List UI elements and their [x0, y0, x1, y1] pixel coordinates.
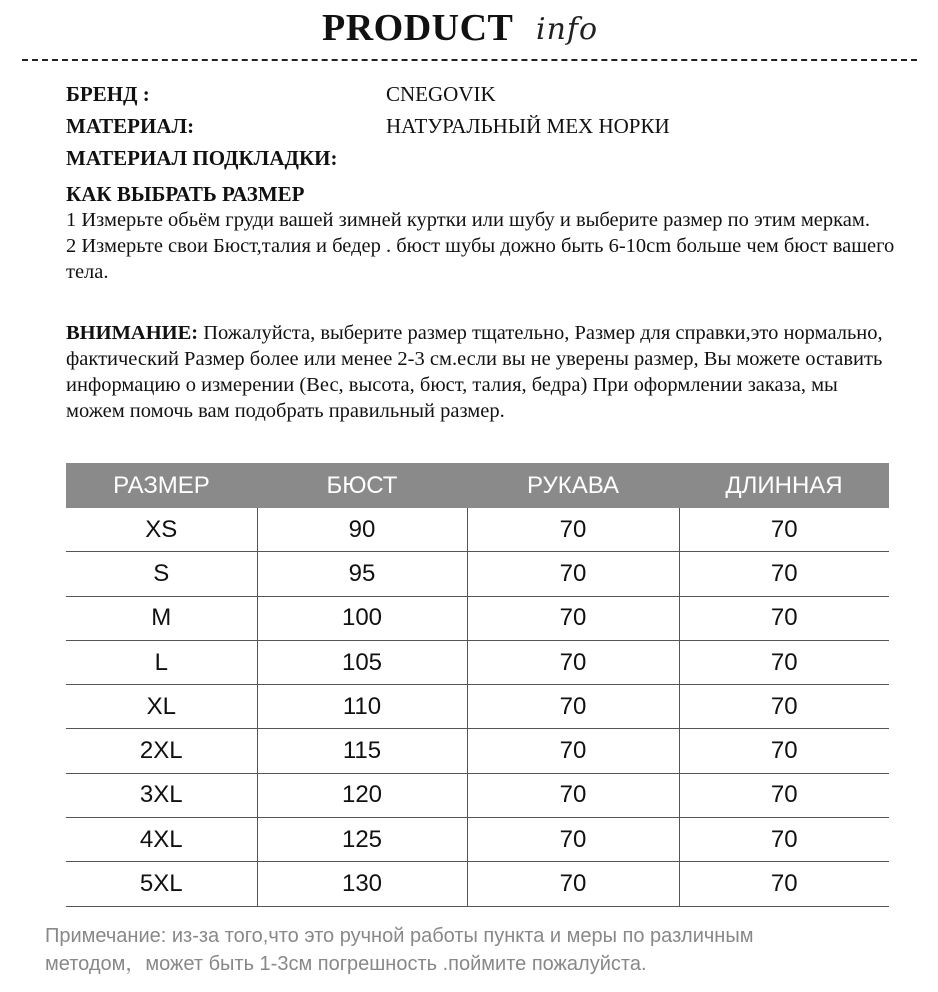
cell-sleeve: 70	[467, 508, 679, 552]
footnote-line-2: методом，может быть 1-3см погрешность .поймите пожалуйста.	[45, 953, 647, 975]
size-guide-step-1: 1 Измерьте обьём груди вашей зимней куртки или шубу и выберите размер по этим меркам.	[66, 209, 871, 231]
dashed-divider	[22, 59, 917, 61]
cell-sleeve: 70	[467, 818, 679, 862]
cell-sleeve: 70	[467, 729, 679, 773]
table-row	[66, 818, 889, 862]
cell-bust: 120	[257, 773, 467, 817]
cell-bust: 100	[257, 596, 467, 640]
cell-length: 70	[679, 552, 889, 596]
info-label: БРЕНД :	[66, 82, 150, 106]
cell-bust: 130	[257, 862, 467, 906]
cell-bust: 125	[257, 818, 467, 862]
cell-sleeve: 70	[467, 685, 679, 729]
table-row	[66, 773, 889, 817]
cell-length: 70	[679, 640, 889, 684]
attention-label: ВНИМАНИЕ:	[66, 322, 199, 344]
cell-length: 70	[679, 862, 889, 906]
cell-bust: 90	[257, 508, 467, 552]
cell-size: M	[66, 596, 257, 640]
cell-length: 70	[679, 596, 889, 640]
cell-sleeve: 70	[467, 640, 679, 684]
table-row	[66, 640, 889, 684]
size-guide-heading: КАК ВЫБРАТЬ РАЗМЕР	[66, 182, 305, 206]
cell-sleeve: 70	[467, 862, 679, 906]
cell-length: 70	[679, 508, 889, 552]
table-row	[66, 508, 889, 552]
cell-bust: 95	[257, 552, 467, 596]
cell-sleeve: 70	[467, 596, 679, 640]
size-guide-section	[66, 181, 896, 285]
info-label: МАТЕРИАЛ ПОДКЛАДКИ:	[66, 146, 338, 170]
size-guide-step-2: 2 Измерьте свои Бюст,талия и бедер . бюст шубы дожно быть 6-10cm больше чем бюст вашего тела.	[66, 235, 895, 283]
footnote-line-1: Примечание: из-за того,что это ручной работы пункта и меры по различным	[45, 925, 754, 947]
cell-bust: 105	[257, 640, 467, 684]
size-table	[66, 463, 889, 907]
column-header-bust: БЮСТ	[257, 463, 467, 508]
cell-size: L	[66, 640, 257, 684]
cell-size: S	[66, 552, 257, 596]
cell-bust: 110	[257, 685, 467, 729]
cell-size: 2XL	[66, 729, 257, 773]
info-label: МАТЕРИАЛ:	[66, 114, 195, 138]
cell-sleeve: 70	[467, 773, 679, 817]
info-value: CNEGOVIK	[386, 82, 496, 106]
cell-length: 70	[679, 818, 889, 862]
cell-length: 70	[679, 773, 889, 817]
table-row	[66, 596, 889, 640]
cell-bust: 115	[257, 729, 467, 773]
page-title-script: info	[536, 12, 599, 47]
cell-size: XL	[66, 685, 257, 729]
table-row	[66, 685, 889, 729]
cell-size: XS	[66, 508, 257, 552]
info-value: НАТУРАЛЬНЫЙ МЕХ НОРКИ	[386, 114, 670, 138]
cell-size: 3XL	[66, 773, 257, 817]
table-header-row	[66, 463, 889, 508]
attention-section	[66, 320, 896, 424]
product-info-header	[0, 0, 938, 70]
attention-text: Пожалуйста, выберите размер тщательно, Размер для справки,это нормально, фактический Размер более или менее 2-3 см.если вы не уверены размер, Вы можете оставить информацию о измерении (Вес, высота, бюст, талия, бедра) При оформлении заказа, мы можем помочь вам подобрать правильный размер.	[66, 322, 883, 422]
table-row	[66, 729, 889, 773]
table-row	[66, 552, 889, 596]
cell-length: 70	[679, 729, 889, 773]
cell-size: 4XL	[66, 818, 257, 862]
table-row	[66, 862, 889, 906]
column-header-length: ДЛИННАЯ	[679, 463, 889, 508]
cell-size: 5XL	[66, 862, 257, 906]
cell-length: 70	[679, 685, 889, 729]
footnote	[45, 922, 925, 978]
column-header-size: РАЗМЕР	[66, 463, 257, 508]
page-title: PRODUCT	[322, 7, 514, 49]
cell-sleeve: 70	[467, 552, 679, 596]
column-header-sleeve: РУКАВА	[467, 463, 679, 508]
